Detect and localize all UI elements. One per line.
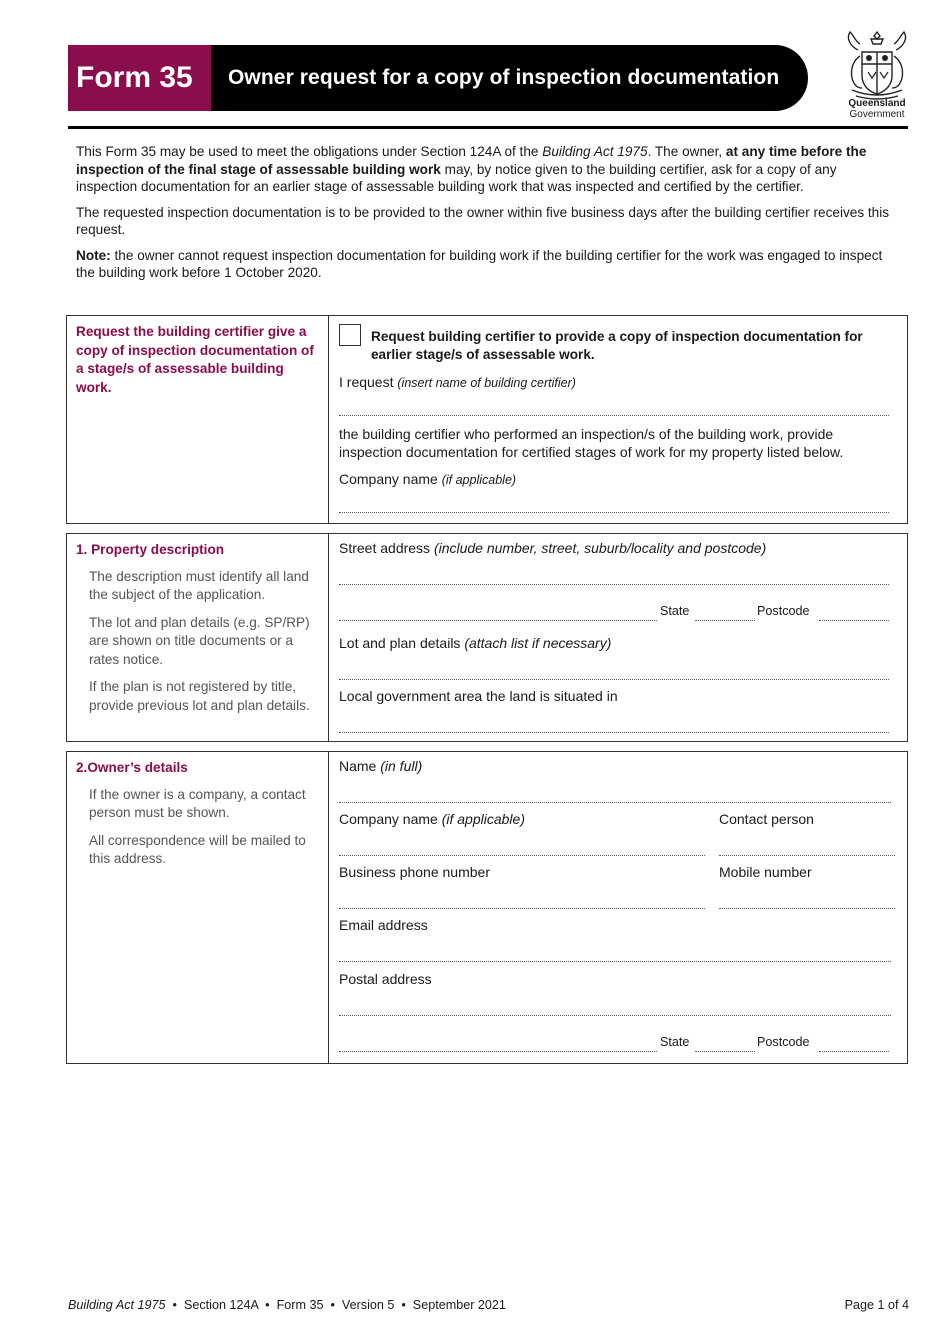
owner-note: All correspondence will be mailed to this address.	[89, 832, 306, 866]
request-panel	[66, 315, 908, 524]
email-address-label: Email address	[339, 917, 428, 933]
postal-address-field[interactable]	[339, 1015, 891, 1016]
owner-postcode-label: Postcode	[757, 1035, 810, 1049]
property-heading: 1. Property description	[76, 542, 225, 557]
property-state-label: State	[660, 604, 690, 618]
page-number: Page 1 of 4	[844, 1298, 909, 1312]
request-checkbox[interactable]	[339, 324, 361, 346]
owner-company-field[interactable]	[339, 855, 705, 856]
request-company-field[interactable]	[339, 512, 889, 513]
property-panel-right	[329, 534, 907, 741]
business-phone-label: Business phone number	[339, 864, 490, 880]
lga-label: Local government area the land is situated in	[339, 688, 618, 704]
owner-note: If the owner is a company, a contact person must be shown.	[89, 786, 306, 820]
certifier-name-field[interactable]	[339, 415, 889, 416]
intro	[76, 143, 896, 290]
owner-heading: 2.Owner’s details	[76, 760, 188, 775]
property-panel	[66, 533, 908, 742]
logo-text-government: Government	[849, 109, 905, 120]
form-title: Owner request for a copy of inspection documentation	[228, 66, 780, 89]
lot-plan-label: Lot and plan details (attach list if necessary)	[339, 635, 612, 651]
mobile-number-field[interactable]	[719, 908, 895, 909]
intro-paragraph-2: The requested inspection documentation is to be provided to the owner within five business days after the building certifier receives this request.	[76, 204, 890, 237]
property-postcode-label: Postcode	[757, 604, 810, 618]
owner-state-field[interactable]	[695, 1051, 755, 1052]
request-body-text: the building certifier who performed an inspection/s of the building work, provide inspection documentation for certified stages of work for my property listed below.	[339, 426, 844, 460]
property-state-field[interactable]	[695, 620, 755, 621]
request-heading: Request the building certifier give a copy of inspection documentation of a stage/s of assessable building work.	[76, 324, 314, 395]
intro-paragraph-1: This Form 35 may be used to meet the obligations under Section 124A of the Building Act 1975. The owner, at any time before the inspection of the final stage of assessable building work may, by notice given to the building certifier, ask for a copy of any inspection documentation for an earlier stage of assessable building work that was inspected and certified by the certifier.	[76, 144, 867, 194]
i-request-label: I request (insert name of building certifier)	[339, 374, 576, 390]
postal-address-label: Postal address	[339, 971, 432, 987]
mobile-number-label: Mobile number	[719, 864, 812, 880]
request-company-label: Company name (if applicable)	[339, 471, 517, 487]
intro-note: Note: the owner cannot request inspection documentation for building work if the building certifier for the work was engaged to inspect the building work before 1 October 2020.	[76, 247, 883, 280]
request-checkbox-label: Request building certifier to provide a copy of inspection documentation for earlier stage/s of assessable work.	[371, 329, 863, 362]
footer-reference: Building Act 1975 • Section 124A • Form 35 • Version 5 • September 2021	[68, 1298, 506, 1312]
owner-postcode-field[interactable]	[819, 1051, 889, 1052]
logo-text-queensland: Queensland	[848, 98, 906, 109]
owner-panel-right	[329, 752, 907, 1063]
header-rule	[68, 126, 908, 129]
property-note: The lot and plan details (e.g. SP/RP) are shown on title documents or a rates notice.	[89, 614, 310, 667]
request-panel-right	[329, 316, 907, 523]
contact-person-field[interactable]	[719, 855, 895, 856]
business-phone-field[interactable]	[339, 908, 705, 909]
email-address-field[interactable]	[339, 961, 891, 962]
owner-name-label: Name (in full)	[339, 758, 423, 774]
owner-state-label: State	[660, 1035, 690, 1049]
postal-address-line-2-field[interactable]	[339, 1051, 657, 1052]
owner-name-field[interactable]	[339, 802, 891, 803]
lga-field[interactable]	[339, 732, 889, 733]
owner-company-label: Company name (if applicable)	[339, 811, 525, 827]
property-note: The description must identify all land the subject of the application.	[89, 568, 309, 602]
property-postcode-field[interactable]	[819, 620, 889, 621]
owner-panel	[66, 751, 908, 1064]
street-address-field[interactable]	[339, 584, 889, 585]
form-number: Form 35	[68, 45, 211, 111]
property-panel-left	[67, 534, 329, 741]
street-address-label: Street address (include number, street, suburb/locality and postcode)	[339, 540, 767, 556]
lot-plan-field[interactable]	[339, 679, 889, 680]
street-address-line-2-field[interactable]	[339, 620, 657, 621]
contact-person-label: Contact person	[719, 811, 814, 827]
owner-panel-left	[67, 752, 329, 1063]
property-note: If the plan is not registered by title, provide previous lot and plan details.	[89, 679, 310, 713]
request-panel-left	[67, 316, 329, 523]
